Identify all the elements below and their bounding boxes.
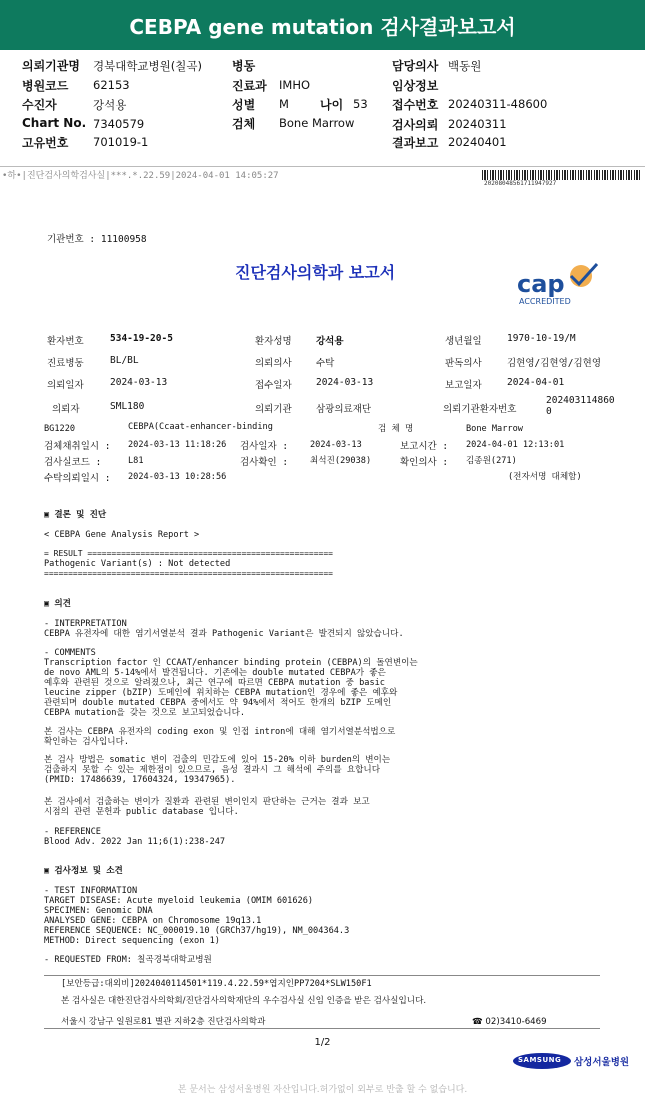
comments-line: 관련되며 double mutated CEBPA 중에서도 약 94%에서 적어도 한개의 bZIP 도메인 — [44, 698, 392, 708]
samsung-wordmark: SAMSUNG — [518, 1056, 562, 1064]
test-name: CEBPA(Ccaat-enhancer-binding — [128, 422, 273, 432]
info-label-request-org: 의뢰기관 — [255, 404, 292, 415]
label-report-date: 결과보고 — [392, 136, 439, 150]
barcode-icon — [482, 170, 642, 180]
collect-value: 2024-03-13 11:18:26 — [128, 440, 227, 450]
info-value-org-patient-no-extra: 0 — [546, 406, 552, 417]
value-patient: 강석용 — [93, 98, 127, 112]
info-label-ward: 진료병동 — [47, 358, 84, 369]
info-value-report-date: 2024-04-01 — [507, 377, 565, 388]
info-value-request-org: 삼광의료재단 — [316, 404, 372, 415]
test-info-title: ▣ 검사정보 및 소견 — [44, 866, 123, 876]
label-institution: 의뢰기관명 — [22, 59, 80, 73]
info-label-report-date: 보고일자 — [445, 380, 482, 391]
label-chart-no: Chart No. — [22, 116, 87, 130]
barcode-number: 20208048561711947927 — [484, 180, 557, 187]
info-label-request-date: 의뢰일자 — [47, 380, 84, 391]
info-value-patient-no: 534-19-20-5 — [110, 333, 173, 344]
paragraph-line: 본 검사에서 검출하는 변이가 질환과 관련된 변이인지 판단하는 근거는 결과 보고 — [44, 797, 370, 807]
conclusion-report-name: < CEBPA Gene Analysis Report > — [44, 530, 200, 540]
specimen-label: 검 체 명 — [378, 424, 414, 434]
test-info-head: - TEST INFORMATION — [44, 886, 138, 896]
lab-code-label: 검사실코드 : — [44, 457, 102, 468]
label-specimen: 검체 — [232, 117, 256, 131]
security-line: [보안등급:대외비]2024040114501*119.4.22.59*엽지인PP7204*SLW150F1 — [61, 979, 372, 989]
paragraph-line: 시점의 관련 문헌과 public database 입니다. — [44, 807, 239, 817]
certification-text: 본 검사실은 대한진단검사의학회/진단검사의학재단의 우수검사실 신임 인증을 받은 검사실입니다. — [61, 996, 427, 1006]
test-code: BG1220 — [44, 424, 76, 434]
report-header-title: CEBPA gene mutation 검사결과보고서 — [0, 0, 645, 50]
hospital-name: 삼성서울병원 — [574, 1057, 630, 1068]
label-request-date: 검사의뢰 — [392, 118, 439, 132]
confirm-label: 확인의사 : — [400, 457, 449, 468]
page-number: 1/2 — [314, 1037, 331, 1048]
value-age: 53 — [353, 97, 368, 111]
value-institution: 경북대학교병원(칠곡) — [93, 59, 202, 73]
comments-head: - COMMENTS — [44, 648, 96, 658]
report-title: 진단검사의학과 보고서 — [235, 263, 396, 282]
report-time-label: 보고시간 : — [400, 441, 449, 452]
interpretation-head: - INTERPRETATION — [44, 619, 127, 629]
cap-accredited-logo — [515, 262, 605, 308]
test-info-line: REFERENCE SEQUENCE: NC_000019.10 (GRCh37/hg19), NM_004364.3 — [44, 926, 350, 936]
info-value-request-doctor: 수탁 — [316, 358, 335, 369]
paragraph-line: (PMID: 17486639, 17604324, 19347965). — [44, 775, 236, 785]
comments-line: Transcription factor 인 CCAAT/enhancer binding protein (CEBPA)의 돌연변이는 — [44, 658, 418, 668]
collect-label: 검체채취일시 : — [44, 441, 111, 452]
value-report-date: 20240401 — [448, 135, 507, 149]
label-accession: 접수번호 — [392, 98, 439, 112]
confirm-value: 김종원(271) — [466, 456, 517, 466]
print-strip-text: •하•|진단검사의학검사실|***.*.22.59|2024-04-01 14:05:27 — [2, 171, 279, 181]
value-request-date: 20240311 — [448, 117, 507, 131]
signature-note: (전자서명 대체함) — [508, 472, 582, 482]
test-info-line: METHOD: Direct sequencing (exon 1) — [44, 936, 220, 946]
info-value-patient-name: 강석용 — [316, 336, 344, 347]
label-unique-no: 고유번호 — [22, 136, 69, 150]
comments-line: CEBPA mutation을 갖는 것으로 보고되었습니다. — [44, 708, 246, 718]
result-header-line: = RESULT =================================================== — [44, 549, 333, 558]
comments-line: de novo AML의 5-14%에서 발견됩니다. 기존에는 double mutated CEBPA가 좋은 — [44, 668, 386, 678]
info-label-request-doctor: 의뢰의사 — [255, 358, 292, 369]
comments-line: leucine zipper (bZIP) 도메인에 위치하는 CEBPA mutation인 경우에 좋은 예후와 — [44, 688, 398, 698]
opinion-title: ▣ 의견 — [44, 599, 71, 609]
lab-code-value: L81 — [128, 456, 144, 466]
paragraph-line: 본 검사 방법은 somatic 변이 검출의 민감도에 있어 15-20% 이하 burden의 변이는 — [44, 755, 391, 765]
info-value-request-date: 2024-03-13 — [110, 377, 168, 388]
receive-value: 2024-03-13 10:28:56 — [128, 472, 227, 482]
label-department: 진료과 — [232, 79, 267, 93]
info-value-ward: BL/BL — [110, 355, 139, 366]
info-value-receive-date: 2024-03-13 — [316, 377, 374, 388]
info-label-patient-name: 환자성명 — [255, 336, 292, 347]
comments-line: 예후와 관련된 것으로 알려졌으나, 최근 연구에 따르면 CEBPA mutation 중 basic — [44, 678, 385, 688]
test-info-line: SPECIMEN: Genomic DNA — [44, 906, 153, 916]
label-sex: 성별 — [232, 98, 256, 112]
value-chart-no: 7340579 — [93, 117, 145, 131]
value-doctor: 백동원 — [448, 59, 482, 73]
info-value-reading-doctor: 김현영/김현영/김현영 — [507, 358, 602, 369]
paragraph-line: 본 검사는 CEBPA 유전자의 coding exon 및 인접 intron에 대해 염기서열분석법으로 — [44, 727, 396, 737]
paragraph-line: 확인하는 검사입니다. — [44, 737, 130, 747]
cap-logo-sub: ACCREDITED — [519, 297, 571, 306]
label-hospital-code: 병원코드 — [22, 79, 69, 93]
info-label-patient-no: 환자번호 — [47, 336, 84, 347]
info-label-requester: 의뢰자 — [52, 404, 80, 415]
value-unique-no: 701019-1 — [93, 135, 149, 149]
test-info-line: ANALYSED GENE: CEBPA on Chromosome 19q13.1 — [44, 916, 262, 926]
result-value: Pathogenic Variant(s) : Not detected — [44, 559, 231, 569]
label-age: 나이 — [320, 98, 344, 112]
lab-phone: ☎ 02)3410-6469 — [472, 1017, 547, 1027]
verify-value: 최석진(29038) — [310, 456, 372, 466]
info-label-birth: 생년월일 — [445, 336, 482, 347]
test-date-value: 2024-03-13 — [310, 440, 362, 450]
lab-address: 서울시 강남구 일원로81 별관 지하2층 진단검사의학과 — [61, 1017, 266, 1027]
info-label-reading-doctor: 판독의사 — [445, 358, 482, 369]
info-label-receive-date: 접수일자 — [255, 380, 292, 391]
value-department: IMHO — [279, 78, 311, 92]
test-info-line: TARGET DISEASE: Acute myeloid leukemia (OMIM 601626) — [44, 896, 314, 906]
value-sex: M — [279, 97, 289, 111]
footer-watermark: 본 문서는 삼성서울병원 자산입니다.허가없이 외부로 반출 할 수 없습니다. — [177, 1085, 468, 1095]
samsung-hospital-logo — [513, 1051, 630, 1073]
cap-logo-text: cap — [517, 270, 565, 298]
test-date-label: 검사일자 : — [240, 441, 289, 452]
verify-label: 검사확인 : — [240, 457, 289, 468]
label-doctor: 담당의사 — [392, 59, 439, 73]
reference-text: Blood Adv. 2022 Jan 11;6(1):238-247 — [44, 837, 226, 847]
info-value-requester: SML180 — [110, 401, 145, 412]
specimen-value: Bone Marrow — [466, 424, 523, 434]
report-time-value: 2024-04-01 12:13:01 — [466, 440, 565, 450]
reference-head: - REFERENCE — [44, 827, 101, 837]
value-hospital-code: 62153 — [93, 78, 130, 92]
info-value-birth: 1970-10-19/M — [507, 333, 576, 344]
value-accession: 20240311-48600 — [448, 97, 548, 111]
label-ward: 병동 — [232, 59, 256, 73]
receive-label: 수탁의뢰일시 : — [44, 473, 111, 484]
value-specimen: Bone Marrow — [279, 116, 355, 130]
label-clinical-info: 임상정보 — [392, 79, 439, 93]
info-value-org-patient-no: 202403114860 — [546, 395, 615, 406]
requested-from: - REQUESTED FROM: 칠곡경북대학교병원 — [44, 955, 212, 965]
interpretation-text: CEBPA 유전자에 대한 염기서열분석 결과 Pathogenic Variant은 발견되지 않았습니다. — [44, 629, 404, 639]
label-patient: 수진자 — [22, 98, 57, 112]
paragraph-line: 검출하지 못할 수 있는 제한점이 있으므로, 음성 결과시 그 해석에 주의를 요합니다 — [44, 765, 381, 775]
conclusion-title: ▣ 결론 및 진단 — [44, 510, 107, 520]
result-end-line: ============================================================ — [44, 569, 333, 578]
institution-number: 기관번호 : 11100958 — [47, 234, 147, 245]
info-label-org-patient-no: 의뢰기관환자번호 — [443, 404, 517, 415]
